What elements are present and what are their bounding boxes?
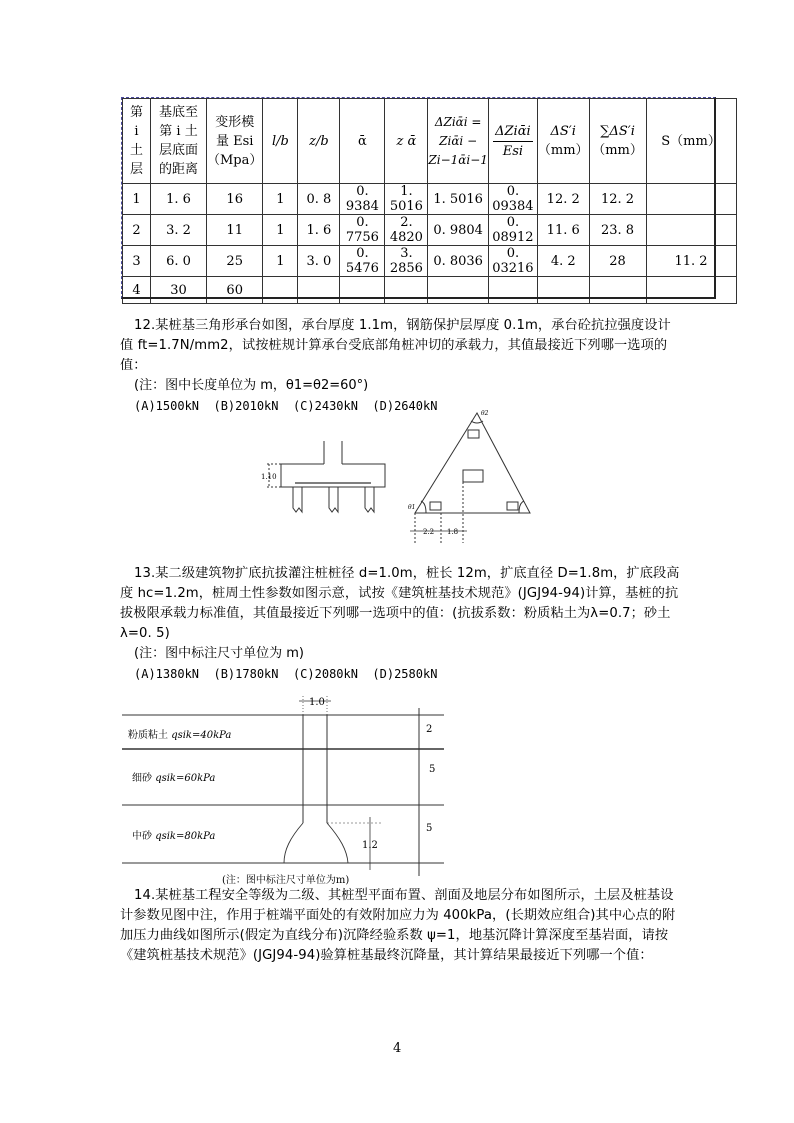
cell: 0. 5476 bbox=[340, 246, 385, 277]
pile-cap-diagram bbox=[255, 405, 555, 545]
cell: 11. 2 bbox=[646, 246, 736, 277]
cap-thickness-label: 1.10 bbox=[261, 473, 277, 481]
cell: 11. 6 bbox=[537, 215, 589, 246]
cell: 1 bbox=[123, 184, 151, 215]
dim-1-8-label: 1.8 bbox=[447, 528, 459, 536]
cell: 0. 8 bbox=[298, 184, 340, 215]
cell: 0. 03216 bbox=[488, 246, 537, 277]
cell: 1. 6 bbox=[298, 215, 340, 246]
layer-3-label: 中砂 qsik=80kPa bbox=[132, 831, 216, 842]
question-12-note: (注：图中长度单位为 m，θ1=θ2=60°) bbox=[134, 378, 369, 393]
theta-2-label: θ2 bbox=[481, 410, 489, 417]
table-header-row bbox=[123, 99, 737, 184]
cell: 1 bbox=[263, 184, 298, 215]
page-number: 4 bbox=[393, 1041, 402, 1056]
header-layer: 第 i 土 层 bbox=[123, 99, 151, 184]
cell: 60 bbox=[207, 277, 263, 304]
question-14-text: 14.某桩基工程安全等级为二级、其桩型平面布置、剖面及地层分布如图所示，土层及桩基设计参数见图中注，作用于桩端平面处的有效附加应力为 400kPa，(长期效应组合)其中心点的附加压力曲线如图所示(假定为直线分布)沉降经验系数 ψ=1，地基沉降计算深度至基岩面，请按《建筑桩基技术规范》(JGJ94-94)验算桩基最终沉降量，其计算结果最接近下列哪一个值： bbox=[120, 888, 676, 963]
header-s: S（mm） bbox=[646, 99, 736, 184]
header-z-alpha: z ᾱ bbox=[385, 99, 428, 184]
bell-height-label: 1.2 bbox=[362, 840, 378, 851]
belled-pile-diagram bbox=[118, 688, 448, 888]
cell: 0. 08912 bbox=[488, 215, 537, 246]
question-12-options: (A)1500kN (B)2010kN (C)2430kN (D)2640kN bbox=[134, 399, 438, 413]
question-13-text: 13.某二级建筑物扩底抗拔灌注桩桩径 d=1.0m，桩长 12m，扩底直径 D=1.8m，扩底段高度 hc=1.2m，桩周土性参数如图示意，试按《建筑桩基技术规范》(JGJ94-94)计算，基桩的抗拔极限承载力标准值，其值最接近下列哪一选项中的值：(抗拔系数：粉质粘土为λ=0.7；砂土 λ=0. 5) bbox=[120, 566, 680, 641]
cell: 1 bbox=[263, 215, 298, 246]
table-row bbox=[123, 246, 737, 277]
layer-2-thickness: 5 bbox=[429, 764, 436, 775]
cell bbox=[340, 277, 385, 304]
layer-1-label: 粉质粘土 qsik=40kPa bbox=[128, 730, 232, 741]
header-z-b: z/b bbox=[298, 99, 340, 184]
cell: 16 bbox=[207, 184, 263, 215]
question-13-options: (A)1380kN (B)1780kN (C)2080kN (D)2580kN bbox=[134, 667, 438, 681]
cell: 0. 8036 bbox=[428, 246, 489, 277]
cell: 4. 2 bbox=[537, 246, 589, 277]
dim-2-2-label: 2.2 bbox=[423, 528, 435, 536]
cell: 1 bbox=[263, 246, 298, 277]
header-modulus: 变形模 量 Esi （Mpa） bbox=[207, 99, 263, 184]
cell: 2 bbox=[123, 215, 151, 246]
cell bbox=[537, 277, 589, 304]
cell: 3 bbox=[123, 246, 151, 277]
cell: 1. 6 bbox=[151, 184, 207, 215]
cell bbox=[488, 277, 537, 304]
cell: 1. 5016 bbox=[428, 184, 489, 215]
cell bbox=[646, 184, 736, 215]
layer-3-thickness: 5 bbox=[426, 823, 433, 834]
layer-1-thickness: 2 bbox=[426, 724, 433, 735]
cell: 28 bbox=[589, 246, 646, 277]
header-delta-z-alpha: ΔZiᾱi = Ziᾱi − Zi−1ᾱi−1 bbox=[428, 99, 489, 184]
cell: 0. 7756 bbox=[340, 215, 385, 246]
cell: 23. 8 bbox=[589, 215, 646, 246]
cell: 0. 09384 bbox=[488, 184, 537, 215]
cell bbox=[646, 215, 736, 246]
pile-diameter-label: 1.0 bbox=[309, 697, 325, 708]
cell: 3. 2 bbox=[151, 215, 207, 246]
table-row bbox=[123, 215, 737, 246]
cell: 0. 9804 bbox=[428, 215, 489, 246]
header-alpha-bar: ᾱ bbox=[340, 99, 385, 184]
cell: 30 bbox=[151, 277, 207, 304]
table-row bbox=[123, 277, 737, 304]
header-delta-z-alpha-over-e: ΔZiᾱi Esi bbox=[488, 99, 537, 184]
cell: 6. 0 bbox=[151, 246, 207, 277]
cell bbox=[428, 277, 489, 304]
cell bbox=[646, 277, 736, 304]
header-l-b: l/b bbox=[263, 99, 298, 184]
header-sum-delta-s: ∑ΔS′i （mm） bbox=[589, 99, 646, 184]
cell: 3. 0 bbox=[298, 246, 340, 277]
cell: 25 bbox=[207, 246, 263, 277]
cell bbox=[263, 277, 298, 304]
question-12-text: 12.某桩基三角形承台如图，承台厚度 1.1m，钢筋保护层厚度 0.1m，承台砼抗拉强度设计值 ft=1.7N/mm2，试按桩规计算承台受底部角桩冲切的承载力，其值最接近下列哪一选项的值： bbox=[120, 318, 671, 373]
settlement-calculation-table bbox=[122, 98, 737, 304]
cell bbox=[298, 277, 340, 304]
cell: 12. 2 bbox=[537, 184, 589, 215]
cell: 0. 9384 bbox=[340, 184, 385, 215]
cell bbox=[589, 277, 646, 304]
cell: 12. 2 bbox=[589, 184, 646, 215]
cell: 3. 2856 bbox=[385, 246, 428, 277]
theta-1-label: θ1 bbox=[408, 504, 416, 511]
figure-caption: (注：图中标注尺寸单位为m) bbox=[222, 875, 350, 886]
question-13-note: (注：图中标注尺寸单位为 m) bbox=[134, 646, 304, 661]
cell: 11 bbox=[207, 215, 263, 246]
table-row bbox=[123, 184, 737, 215]
cell: 2. 4820 bbox=[385, 215, 428, 246]
cell bbox=[385, 277, 428, 304]
cell: 4 bbox=[123, 277, 151, 304]
header-depth: 基底至 第 i 土 层底面 的距离 bbox=[151, 99, 207, 184]
cell: 1. 5016 bbox=[385, 184, 428, 215]
layer-2-label: 细砂 qsik=60kPa bbox=[132, 773, 216, 784]
header-delta-s: ΔS′i （mm） bbox=[537, 99, 589, 184]
